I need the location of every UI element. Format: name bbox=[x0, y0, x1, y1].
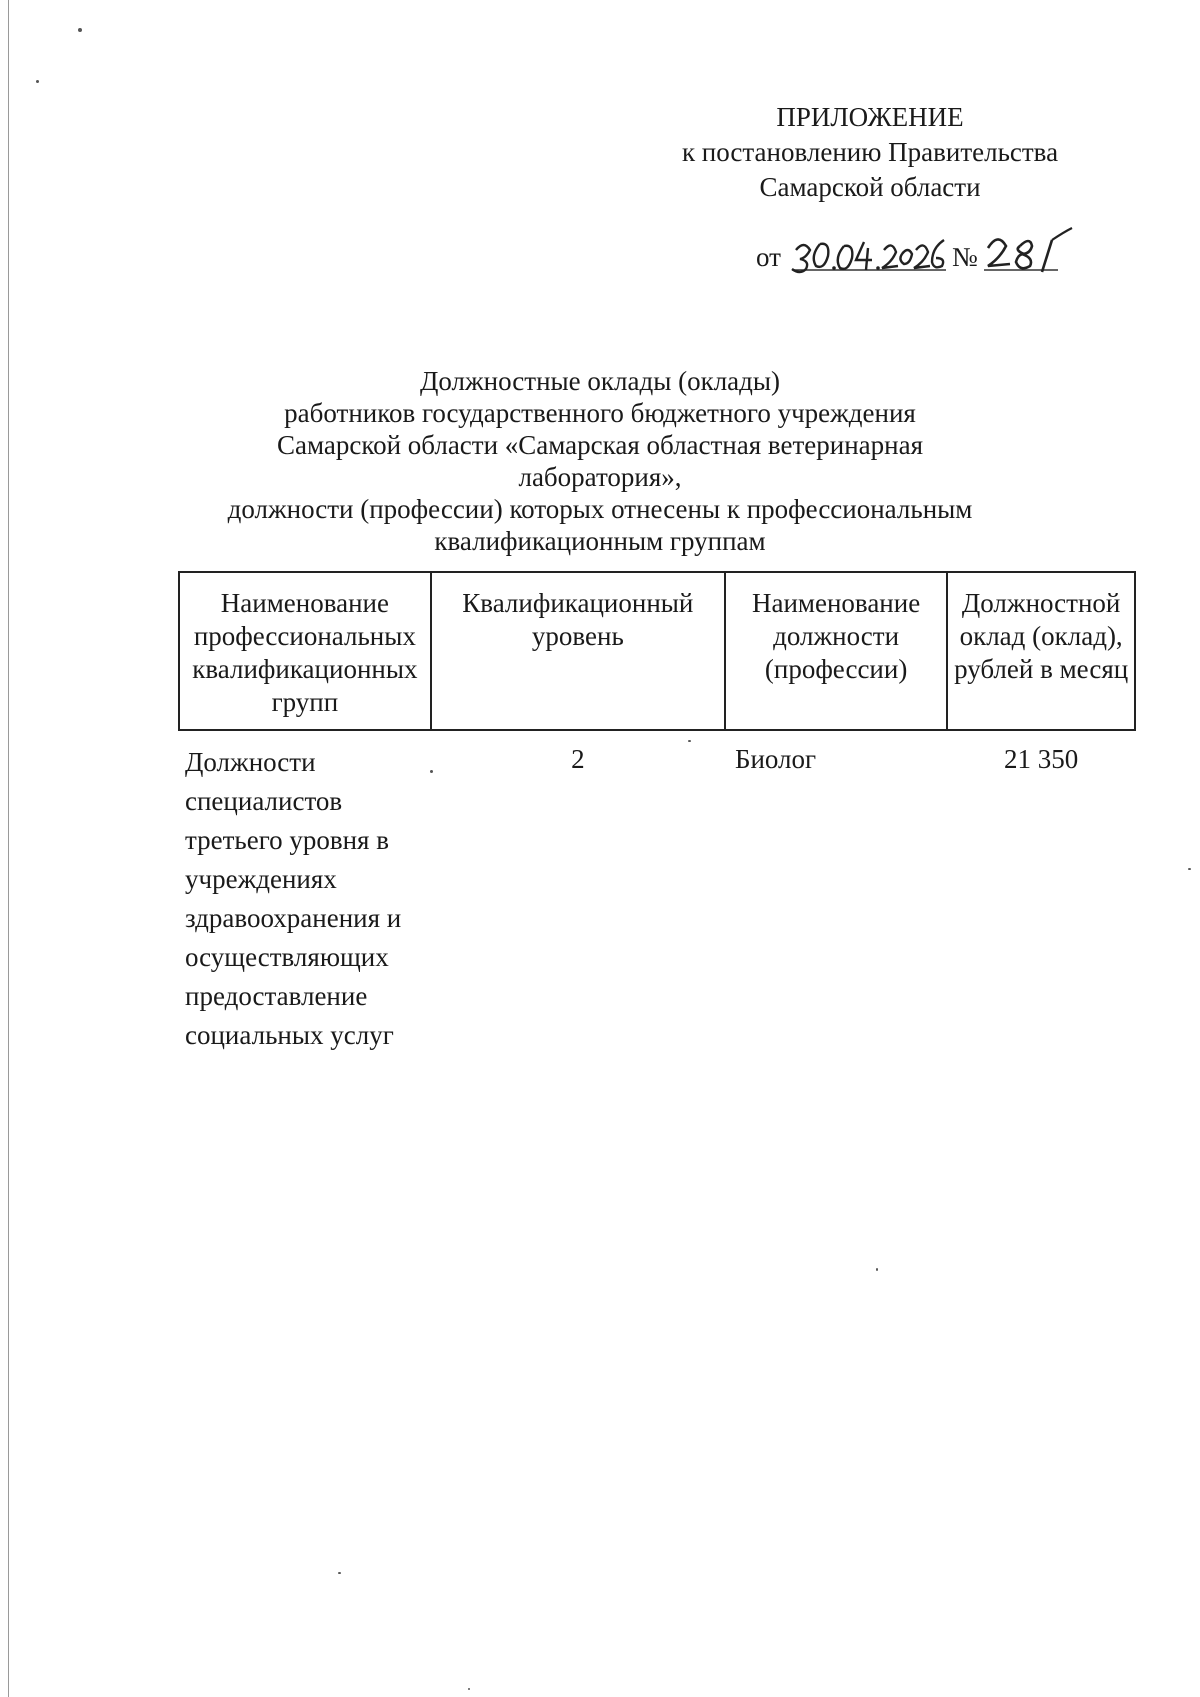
scan-edge-line bbox=[8, 0, 9, 1697]
heading-line-3: Самарской области «Самарская областная ветеринарная лаборатория», bbox=[276, 430, 924, 492]
column-header-position: Наименование должности (профессии) bbox=[725, 572, 947, 730]
column-header-level: Квалификационный уровень bbox=[431, 572, 725, 730]
table-row bbox=[179, 730, 1135, 1055]
heading-line-4: должности (профессии) которых отнесены к профессиональным bbox=[227, 494, 973, 524]
cell-salary: 21 350 bbox=[1004, 744, 1079, 774]
cell-position: Биолог bbox=[734, 744, 817, 774]
number-sign: № bbox=[952, 242, 978, 272]
scan-speck bbox=[1188, 868, 1191, 870]
column-header-group: Наименование профессиональных квалификационных групп bbox=[179, 572, 431, 730]
table-header-row bbox=[179, 572, 1135, 730]
appendix-line-1: к постановлению Правительства bbox=[681, 137, 1059, 167]
scan-speck bbox=[36, 80, 39, 83]
date-prefix: от bbox=[756, 242, 781, 272]
handwritten-date bbox=[786, 232, 956, 276]
salary-table bbox=[178, 571, 1136, 1055]
appendix-line-2: Самарской области bbox=[759, 172, 981, 202]
document-reference bbox=[756, 228, 1096, 276]
document-heading bbox=[200, 365, 1000, 557]
scan-speck bbox=[468, 1688, 470, 1690]
heading-line-1: Должностные оклады (оклады) bbox=[419, 366, 781, 396]
column-header-salary: Должностной оклад (оклад), рублей в месяц bbox=[947, 572, 1135, 730]
scan-speck bbox=[876, 1268, 878, 1271]
appendix-header bbox=[640, 100, 1100, 205]
scan-speck bbox=[78, 28, 82, 32]
cell-group: Должности специалистов третьего уровня в учреждениях здравоохранения и осуществляющих предоставление социальных услуг bbox=[185, 747, 402, 1050]
table-body bbox=[179, 730, 1135, 1055]
scan-speck bbox=[338, 1572, 341, 1574]
handwritten-number bbox=[982, 226, 1092, 276]
appendix-title: ПРИЛОЖЕНИЕ bbox=[776, 102, 964, 132]
table-header bbox=[179, 572, 1135, 730]
heading-line-2: работников государственного бюджетного учреждения bbox=[284, 398, 916, 428]
cell-level: 2 bbox=[571, 744, 585, 774]
heading-line-5: квалификационным группам bbox=[434, 526, 766, 556]
